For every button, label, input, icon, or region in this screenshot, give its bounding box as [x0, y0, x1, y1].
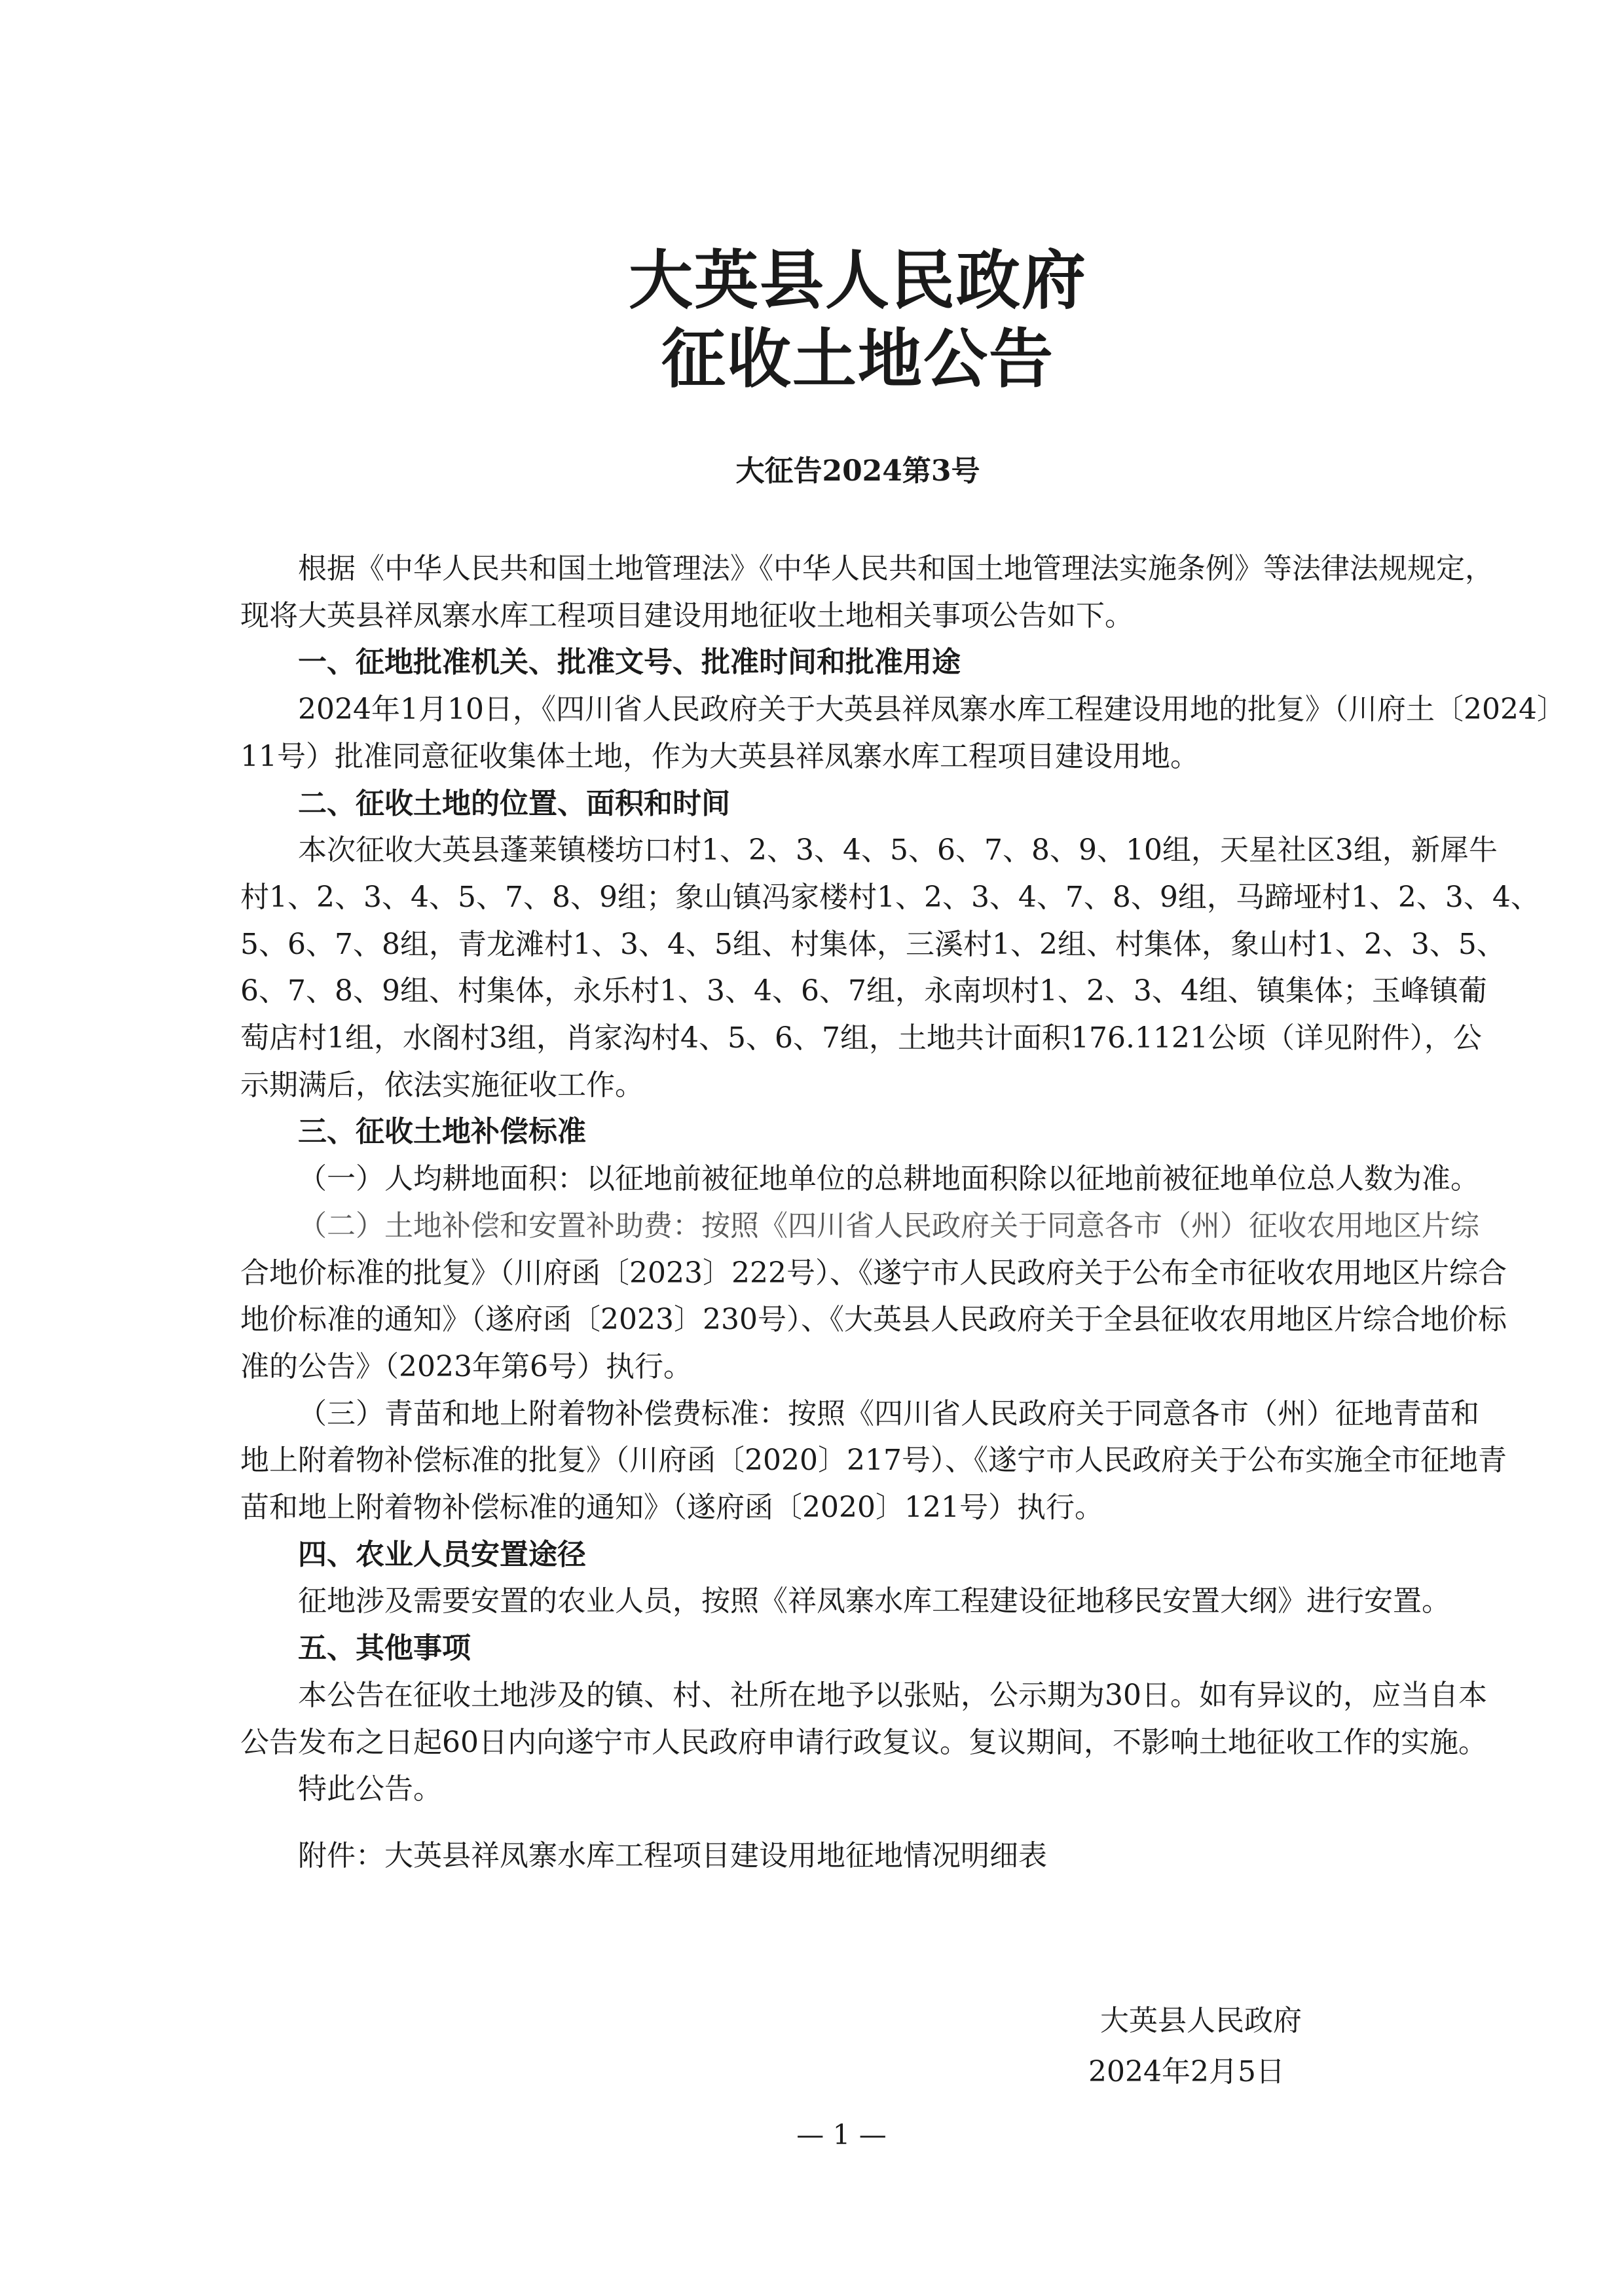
paragraph	[240, 1156, 1479, 1203]
paragraph	[240, 1672, 1487, 1766]
text-line: 五、其他事项	[298, 1631, 471, 1666]
text-line: 一、征地批准机关、批准文号、批准时间和批准用途	[298, 646, 961, 680]
text-line: 村1、2、3、4、5、7、8、9组；象山镇冯家楼村1、2、3、4、7、8、9组，马蹄垭村1、2、3、4、	[240, 880, 1540, 914]
section-heading	[240, 1531, 1469, 1578]
text-line: 公告发布之日起60日内向遂宁市人民政府申请行政复议。复议期间，不影响土地征收工作的实施。	[240, 1725, 1487, 1759]
text-line: 萄店村1组，水阁村3组，肖家沟村4、5、6、7组，土地共计面积176.1121公顷（详见附件），公	[240, 1021, 1482, 1055]
section-heading	[240, 639, 1469, 686]
text-line: 本公告在征收土地涉及的镇、村、社所在地予以张贴，公示期为30日。如有异议的，应当自本	[298, 1678, 1487, 1712]
text-line: （二）土地补偿和安置补助费：按照《四川省人民政府关于同意各市（州）征收农用地区片综	[298, 1209, 1479, 1243]
paragraph	[240, 1391, 1507, 1531]
text-line: 地上附着物补偿标准的批复》（川府函〔2020〕217号）、《遂宁市人民政府关于公布实施全市征地青	[240, 1444, 1507, 1478]
attachment-note	[240, 1832, 1469, 1880]
signature-organization: 大英县人民政府	[1100, 2004, 1302, 2037]
paragraph	[240, 1578, 1469, 1625]
text-line: （三）青苗和地上附着物补偿费标准：按照《四川省人民政府关于同意各市（州）征地青苗和	[298, 1396, 1479, 1430]
text-line: 5、6、7、8组，青龙滩村1、3、4、5组、村集体，三溪村1、2组、村集体，象山村1、2、3、5、	[240, 927, 1505, 961]
paragraph	[240, 545, 1494, 639]
paragraph	[240, 1766, 1469, 1813]
document-number: 大征告2024第3号	[735, 454, 980, 488]
section-heading	[240, 1625, 1469, 1672]
text-line: 本次征收大英县蓬莱镇楼坊口村1、2、3、4、5、6、7、8、9、10组，天星社区3组，新犀牛	[298, 833, 1498, 867]
text-line: 2024年1月10日，《四川省人民政府关于大英县祥凤寨水库工程建设用地的批复》（川府土〔2024〕	[298, 693, 1566, 727]
text-line: （一）人均耕地面积：以征地前被征地单位的总耕地面积除以征地前被征地单位总人数为准。	[298, 1162, 1479, 1196]
text-line: 四、农业人员安置途径	[298, 1537, 586, 1571]
text-line: 附件：大英县祥凤寨水库工程项目建设用地征地情况明细表	[298, 1838, 1047, 1872]
text-line: 二、征收土地的位置、面积和时间	[298, 786, 730, 820]
text-line: 示期满后，依法实施征收工作。	[240, 1068, 644, 1102]
section-heading	[240, 780, 1469, 828]
paragraph	[240, 1203, 1507, 1391]
text-line: 根据《中华人民共和国土地管理法》《中华人民共和国土地管理法实施条例》等法律法规规定，	[298, 552, 1494, 585]
page-number: — 1 —	[796, 2119, 887, 2151]
section-heading	[240, 1108, 1469, 1156]
text-line: 苗和地上附着物补偿标准的通知》（遂府函〔2020〕121号）执行。	[240, 1491, 1103, 1525]
text-line: 11号）批准同意征收集体土地，作为大英县祥凤寨水库工程项目建设用地。	[240, 739, 1199, 773]
title-line-2: 征收土地公告	[661, 321, 1054, 397]
text-line: 地价标准的通知》（遂府函〔2023〕230号）、《大英县人民政府关于全县征收农用地区片综合地价标	[240, 1303, 1507, 1337]
paragraph	[240, 686, 1566, 780]
text-line: 准的公告》（2023年第6号）执行。	[240, 1349, 692, 1383]
text-line: 征地涉及需要安置的农业人员，按照《祥凤寨水库工程建设征地移民安置大纲》进行安置。	[298, 1584, 1450, 1618]
text-line: 特此公告。	[298, 1772, 442, 1806]
paragraph	[240, 827, 1540, 1108]
text-line: 三、征收土地补偿标准	[298, 1115, 586, 1149]
text-line: 合地价标准的批复》（川府函〔2023〕222号）、《遂宁市人民政府关于公布全市征收农用地区片综合	[240, 1256, 1507, 1290]
title-line-1: 大英县人民政府	[628, 243, 1087, 318]
signature-date: 2024年2月5日	[1088, 2055, 1285, 2088]
text-line: 6、7、8、9组、村集体，永乐村1、3、4、6、7组，永南坝村1、2、3、4组、镇集体；玉峰镇葡	[240, 974, 1487, 1008]
document-body	[240, 545, 1566, 1880]
text-line: 现将大英县祥凤寨水库工程项目建设用地征收土地相关事项公告如下。	[240, 598, 1134, 632]
